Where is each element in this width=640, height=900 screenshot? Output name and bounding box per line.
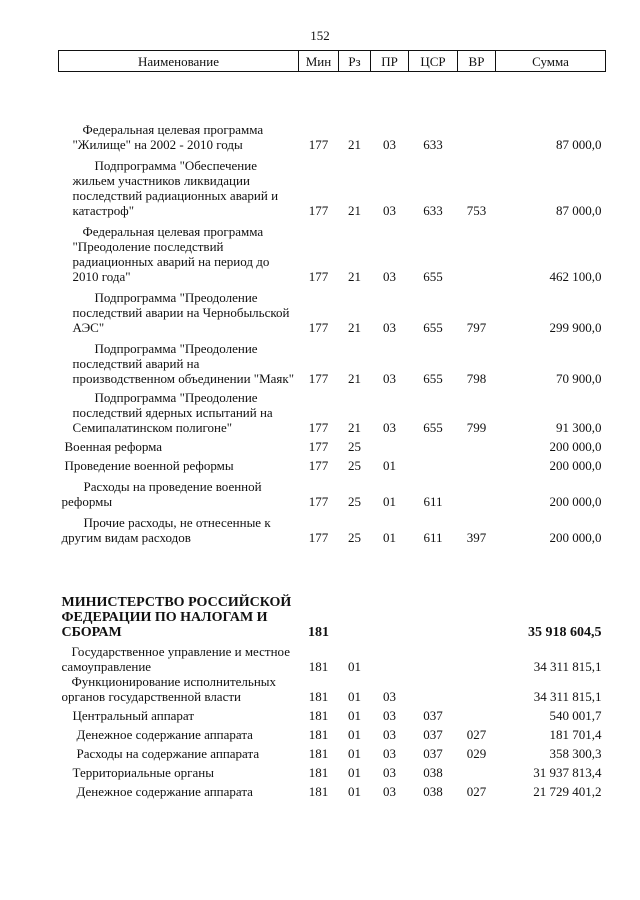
row-name: Проведение военной реформы [64, 458, 234, 473]
table-row [59, 704, 606, 723]
row-rz: 01 [348, 708, 361, 723]
row-name: МИНИСТЕРСТВО РОССИЙСКОЙ ФЕДЕРАЦИИ ПО НАЛОГАМ И СБОРАМ [61, 595, 292, 640]
row-pr [371, 640, 409, 674]
row-name: Подпрограмма "Преодоление последствий аварии на Чернобыльской АЭС" [72, 290, 290, 335]
row-csr: 655 [423, 320, 443, 335]
row-sum: 87 000,0 [556, 203, 602, 218]
table-row [59, 454, 606, 473]
table-row [59, 335, 606, 386]
row-csr: 611 [423, 530, 443, 545]
row-pr: 03 [383, 420, 396, 435]
row-csr: 655 [423, 371, 443, 386]
row-min: 177 [308, 320, 329, 335]
row-name: Территориальные органы [72, 765, 214, 780]
row-sum: 462 100,0 [549, 269, 602, 284]
row-pr [371, 545, 409, 640]
row-sum: 34 311 815,1 [533, 659, 602, 674]
row-min: 177 [308, 420, 329, 435]
row-sum: 540 001,7 [549, 708, 602, 723]
table-row [59, 473, 606, 509]
table-header [59, 51, 606, 72]
table-row [59, 674, 606, 704]
row-min: 181 [308, 784, 329, 799]
row-rz: 21 [348, 320, 361, 335]
row-csr [409, 545, 458, 640]
row-name: Государственное управление и местное самоуправление [61, 644, 290, 674]
table-row [59, 284, 606, 335]
row-sum: 299 900,0 [549, 320, 602, 335]
row-sum: 358 300,3 [549, 746, 602, 761]
row-min: 177 [308, 137, 329, 152]
row-sum: 200 000,0 [549, 458, 602, 473]
row-vr [458, 640, 496, 674]
row-name: Расходы на проведение военной реформы [61, 479, 262, 509]
row-vr: 397 [466, 530, 487, 545]
table-row [59, 72, 606, 153]
row-pr: 03 [383, 137, 396, 152]
row-min: 181 [308, 708, 329, 723]
row-min: 177 [308, 371, 329, 386]
row-pr: 03 [383, 727, 396, 742]
row-vr: 797 [466, 320, 487, 335]
row-rz: 01 [348, 765, 361, 780]
row-csr [409, 454, 458, 473]
row-csr [409, 640, 458, 674]
row-csr: 038 [423, 765, 443, 780]
header-min: Мин [299, 51, 339, 72]
row-vr [458, 674, 496, 704]
row-sum: 21 729 401,2 [533, 784, 602, 799]
row-sum: 200 000,0 [549, 439, 602, 454]
row-rz: 01 [348, 746, 361, 761]
budget-table [58, 50, 606, 799]
row-vr [458, 704, 496, 723]
row-csr: 633 [423, 137, 443, 152]
row-name: Прочие расходы, не отнесенные к другим видам расходов [61, 515, 271, 545]
row-name: Денежное содержание аппарата [76, 727, 253, 742]
row-name: Подпрограмма "Обеспечение жильем участников ликвидации последствий радиационных аварий и катастроф" [72, 158, 279, 218]
table-row [59, 640, 606, 674]
row-vr [458, 545, 496, 640]
row-sum: 181 701,4 [549, 727, 602, 742]
row-sum: 200 000,0 [549, 494, 602, 509]
row-csr: 037 [423, 727, 443, 742]
row-name: Военная реформа [64, 439, 163, 454]
row-vr [458, 454, 496, 473]
row-vr: 029 [466, 746, 487, 761]
row-csr: 633 [423, 203, 443, 218]
row-rz [339, 545, 371, 640]
row-rz: 21 [348, 203, 361, 218]
row-rz: 01 [348, 727, 361, 742]
row-name: Функционирование исполнительных органов государственной власти [61, 674, 277, 704]
row-pr [371, 435, 409, 454]
table-row [59, 509, 606, 545]
row-csr [409, 674, 458, 704]
row-vr: 798 [466, 371, 487, 386]
row-min: 177 [308, 269, 329, 284]
row-name: Подпрограмма "Преодоление последствий аварий на производственном объединении "Маяк" [72, 341, 295, 386]
row-pr: 03 [383, 269, 396, 284]
row-sum: 35 918 604,5 [528, 625, 602, 640]
row-rz: 01 [348, 659, 361, 674]
row-name: Подпрограмма "Преодоление последствий ядерных испытаний на Семипалатинском полигоне" [72, 390, 273, 435]
row-min: 177 [308, 458, 329, 473]
row-min: 181 [308, 727, 329, 742]
row-pr: 03 [383, 320, 396, 335]
row-name: Расходы на содержание аппарата [76, 746, 260, 761]
row-vr [458, 473, 496, 509]
row-csr [409, 435, 458, 454]
table-row [59, 152, 606, 218]
row-rz: 01 [348, 689, 361, 704]
row-pr: 03 [383, 784, 396, 799]
header-name: Наименование [59, 51, 299, 72]
row-csr: 655 [423, 420, 443, 435]
row-sum: 70 900,0 [556, 371, 602, 386]
header-rz: Рз [339, 51, 371, 72]
row-csr: 037 [423, 708, 443, 723]
header-sum: Сумма [496, 51, 606, 72]
row-vr [458, 435, 496, 454]
row-name: Федеральная целевая программа "Преодоление последствий радиационных аварий на период до 2010 года" [72, 224, 270, 284]
row-vr: 027 [466, 784, 487, 799]
row-rz: 21 [348, 420, 361, 435]
row-pr: 03 [383, 203, 396, 218]
row-sum: 34 311 815,1 [533, 689, 602, 704]
row-min: 177 [308, 439, 329, 454]
table-row [59, 742, 606, 761]
row-rz: 25 [348, 494, 361, 509]
row-rz: 21 [348, 269, 361, 284]
row-name: Денежное содержание аппарата [76, 784, 253, 799]
row-csr: 037 [423, 746, 443, 761]
table-row [59, 386, 606, 435]
row-csr: 611 [423, 494, 443, 509]
row-pr: 03 [383, 371, 396, 386]
row-sum: 91 300,0 [556, 420, 602, 435]
row-min: 181 [308, 746, 329, 761]
row-rz: 25 [348, 530, 361, 545]
row-vr: 799 [466, 420, 487, 435]
row-min: 181 [308, 765, 329, 780]
row-csr: 038 [423, 784, 443, 799]
row-vr: 027 [466, 727, 487, 742]
row-sum: 31 937 813,4 [533, 765, 602, 780]
row-rz: 21 [348, 371, 361, 386]
row-name: Федеральная целевая программа "Жилище" на 2002 - 2010 годы [72, 122, 264, 152]
row-rz: 25 [348, 458, 361, 473]
row-min: 181 [308, 689, 329, 704]
row-min: 177 [308, 530, 329, 545]
row-sum: 87 000,0 [556, 137, 602, 152]
table-row [59, 761, 606, 780]
row-pr: 01 [383, 494, 396, 509]
table-row [59, 435, 606, 454]
row-vr [458, 218, 496, 284]
row-vr [458, 761, 496, 780]
page-number: 152 [310, 28, 330, 43]
row-csr: 655 [423, 269, 443, 284]
row-pr: 03 [383, 765, 396, 780]
header-vr: ВР [458, 51, 496, 72]
row-min: 177 [308, 494, 329, 509]
row-pr: 03 [383, 689, 396, 704]
header-csr: ЦСР [409, 51, 458, 72]
row-sum: 200 000,0 [549, 530, 602, 545]
row-min: 181 [308, 625, 329, 640]
row-rz: 01 [348, 784, 361, 799]
row-vr [458, 72, 496, 153]
row-name: Центральный аппарат [72, 708, 195, 723]
row-min: 181 [308, 659, 329, 674]
header-pr: ПР [371, 51, 409, 72]
row-pr: 01 [383, 458, 396, 473]
row-rz: 21 [348, 137, 361, 152]
table-row [59, 723, 606, 742]
table-row [59, 218, 606, 284]
row-rz: 25 [348, 439, 361, 454]
table-row [59, 545, 606, 640]
table-row [59, 780, 606, 799]
row-vr: 753 [466, 203, 487, 218]
row-pr: 03 [383, 746, 396, 761]
row-pr: 03 [383, 708, 396, 723]
row-pr: 01 [383, 530, 396, 545]
row-min: 177 [308, 203, 329, 218]
